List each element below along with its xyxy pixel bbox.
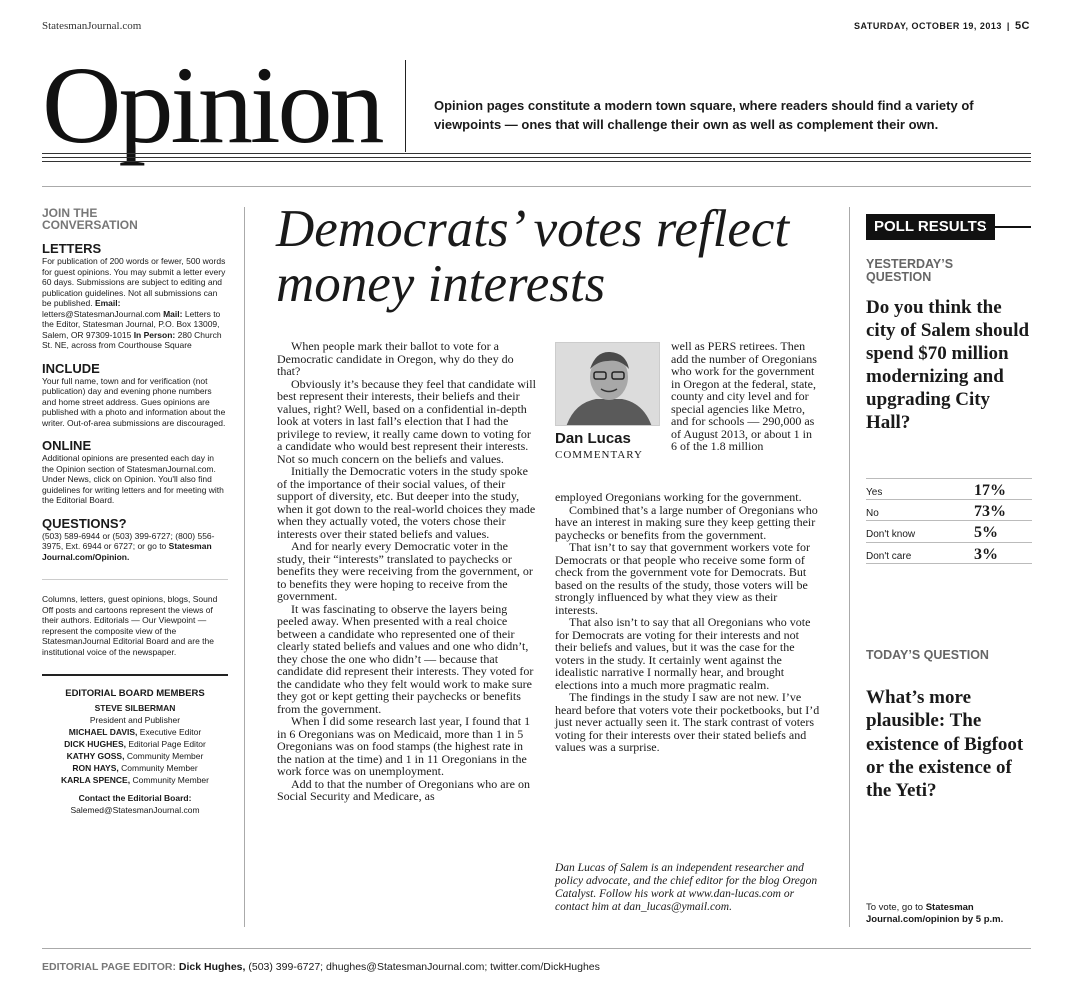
result-value: 3% [974,545,998,563]
yesterday-label [866,258,953,284]
editorial-board [42,688,228,816]
masthead-divider [405,60,406,152]
online-text: Additional opinions are presented each day in the Opinion section of StatesmanJournal.com. Under News, click on Opinion. You'll also find guidelines for writing letters and for meeting with the Editorial Board. [42,453,224,505]
member-role: Community Member [126,751,204,761]
board-member [42,702,228,714]
mail-label: Mail: [163,308,183,319]
opinion-link[interactable]: Statesman Journal.com/Opinion. [42,541,212,562]
divider: | [1006,21,1010,31]
result-row [866,521,1032,543]
footer-label: EDITORIAL PAGE EDITOR: [42,961,176,973]
paragraph: well as PERS retirees. Then add the number of Oregonians who work for the government in Oregon at the federal, state, county and city level and for special agencies like Metro, and for schools — 290,000 as of August 2013, or about 1 in 6 of the 1.8 million [671,339,817,453]
poll-tag-rule [985,226,1031,228]
footer-rule [42,948,1031,949]
divider [42,674,228,676]
result-row [866,500,1032,522]
paragraph: It was fascinating to observe the layers being peeled away. When presented with a real choice between a candidate who represented one of their clearly stated beliefs and values and one who didn’t, they chose the one who didn’t — because that candidate did represent their interests. They voted for the candidate who they felt would work to make sure they got or kept getting their paychecks or benefits from the government. [277,601,534,716]
today-label: TODAY’S QUESTION [866,648,989,662]
contact-email[interactable]: Salemed@StatesmanJournal.com [70,805,200,815]
date: SATURDAY, OCTOBER 19, 2013 [854,21,1002,31]
article-column-2 [555,491,820,754]
questions-text [42,531,228,563]
email-value[interactable]: letters@StatesmanJournal.com [42,308,161,319]
masthead-rule [42,153,1031,162]
result-value: 5% [974,524,998,541]
poll-results-tag: POLL RESULTS [866,214,995,240]
member-role: Editorial Page Editor [128,739,206,749]
board-member [42,774,228,786]
board-member [42,726,228,738]
vote-link[interactable]: Statesman Journal.com/opinion by 5 p.m. [866,902,1004,925]
member-name: STEVE SILBERMAN [94,703,176,713]
article-headline: Democrats’ votes reflect money interests [276,200,790,313]
member-role: Community Member [121,763,198,773]
person-value: 280 Church St. NE, across from Courthouse Square [42,329,222,350]
label-line: YESTERDAY’S [866,257,954,271]
left-column [42,207,228,816]
section-title: Opinion [42,44,382,166]
paragraph: Combined that’s a large number of Oregonians who have an interest in making sure they keep getting their paychecks or benefits from the government. [555,502,818,542]
member-role: Community Member [132,775,209,785]
today-question: What’s more plausible: The existence of Bigfoot or the existence of the Yeti? [866,687,1024,802]
contact-heading: Contact the Editorial Board: [78,793,192,803]
kicker: COMMENTARY [555,449,643,461]
policy-text: Columns, letters, guest opinions, blogs, Sound Off posts and cartoons represent the views of their authors. Editorials — Our Viewpoint — represent the composite view of the StatesmanJournal Editorial Board and are the institutional voice of the newspaper. [42,594,218,657]
column-rule [849,207,850,927]
footer [42,961,600,973]
member-name: KATHY GOSS, [66,751,125,761]
paragraph: That also isn’t to say that all Oregonians who vote for Democrats are voting for their interests and not their beliefs and values, but it was the case for the voters in the study. It certainly went against the idealistic narrative I normally hear, and brought elections into a much more pragmatic realm. [555,615,811,692]
result-label: No [866,507,879,519]
paragraph: The findings in the study I saw are not new. I’ve heard before that voters vote their pocketbooks, but I’d just never actually seen it. The stark contrast of voters voting for their interests over their stated beliefs and values was a surprise. [555,690,820,754]
letters-heading: LETTERS [42,241,102,256]
tagline: Opinion pages constitute a modern town square, where readers should find a variety of viewpoints — ones that will challenge their own as well as complement their own. [434,98,974,132]
result-label: Don't know [866,529,916,540]
letters-body: For publication of 200 words or fewer, 500 words for guest opinions. You may submit a letter every 60 days. Submissions are subject to editing and publication guidelines. Not all submissions can be published. [42,256,226,308]
include-heading: INCLUDE [42,360,100,376]
article-column-1 [277,340,537,803]
paragraph: Add to that the number of Oregonians who are on Social Security and Medicare, as [277,776,530,803]
join-line: CONVERSATION [42,218,138,232]
yesterday-question: Do you think the city of Salem should spend $70 million modernizing and upgrading City Hall? [866,297,1030,433]
divider [42,579,228,580]
join-heading [42,207,228,231]
author-name: Dan Lucas [555,430,631,447]
person-label: In Person: [133,329,176,340]
result-label: Don't care [866,550,912,562]
member-name: RON HAYS, [72,763,119,773]
paragraph: Initially the Democratic voters in the study spoke of the importance of their social values, of their support of diversity, etc. But deeper into the study, when it got down to the real-world choices they made when they actually voted, the voters chose their interests over their stated beliefs and values. [277,464,536,541]
result-row [866,478,1032,500]
poll-results-table [866,478,1032,564]
questions-body: (503) 589-6944 or (503) 399-6727; (800) 556-3975, Ext. 6944 or 6727; or go to [42,530,215,551]
board-member-role: President and Publisher [89,715,181,725]
top-rule [42,186,1031,187]
email-label: Email: [94,298,121,308]
author-bio: Dan Lucas of Salem is an independent researcher and policy advocate, and the chief editor for the blog Oregon Catalyst. Follow his work at www.dan-lucas.com or contact him at dan_lucas@ymail.com. [555,862,818,913]
footer-name: Dick Hughes, [178,961,246,973]
result-row [866,543,1032,565]
member-name: DICK HUGHES, [64,739,126,749]
result-label: Yes [866,487,883,498]
paragraph: That isn’t to say that government workers vote for Democrats or that people who receive some form of check from the government vote for Democrats. But based on the results of the study, those voters will be strongly influenced by what they view as their interests. [555,540,811,617]
join-line: JOIN THE [42,206,98,220]
label-line: QUESTION [866,270,932,284]
paragraph: When I did some research last year, I found that 1 in 6 Oregonians was on Medicaid, more than 1 in 5 Oregonians was on food stamps (the highest rate in the nation at the time) and 1 in 11 Oregonians in the work force was on unemployment. [277,714,531,778]
questions-heading: QUESTIONS? [42,515,127,531]
paragraph: Obviously it’s because they feel that candidate will best represent their interests, their beliefs and their values, right? Well, based on a confidential in-depth look at voters in last fall’s election that I had the privilege to review, it really came down to voting for a candidate who would best represent their interests. Not so much concern on the beliefs and values. [277,376,536,466]
online-heading: ONLINE [42,438,92,453]
column-rule [244,207,245,927]
result-value: 17% [974,482,1006,499]
board-heading: EDITORIAL BOARD MEMBERS [65,688,205,699]
member-name: MICHAEL DAVIS, [68,727,138,737]
vote-text: To vote, go to [866,902,924,913]
footer-contact: (503) 399-6727; dhughes@StatesmanJournal.com; twitter.com/DickHughes [248,961,600,973]
paragraph: When people mark their ballot to vote for a Democratic candidate in Oregon, why do they do that? [277,339,514,378]
board-member [42,762,228,774]
page-number: 5C [1014,20,1030,32]
paragraph: And for nearly every Democratic voter in the study, their “interests” translated to paychecks or benefits they were receiving from the government, or to benefits they were hoping to receive from the government. [277,539,533,603]
board-member [42,750,228,762]
letters-text [42,256,228,351]
member-name: KARLA SPENCE, [60,775,131,785]
board-member [42,738,228,750]
include-text: Your full name, town and for verification (not publication) day and evening phone numbers and home street address. Gues opinions are published with a photo and information about the writer. Out-of-area submissions are discouraged. [42,375,226,428]
mail-value: Letters to the Editor, Statesman Journal, P.O. Box 13009, Salem, OR 97309-1015 [42,308,221,340]
article-column-2-top [671,340,819,453]
dateline [854,20,1030,32]
site-name: StatesmanJournal.com [42,20,142,32]
result-value: 73% [974,502,1006,520]
member-role: Executive Editor [139,727,202,737]
author-photo [555,342,660,426]
vote-instructions [866,902,1036,926]
paragraph: employed Oregonians working for the government. [555,490,802,504]
byline [555,430,643,461]
